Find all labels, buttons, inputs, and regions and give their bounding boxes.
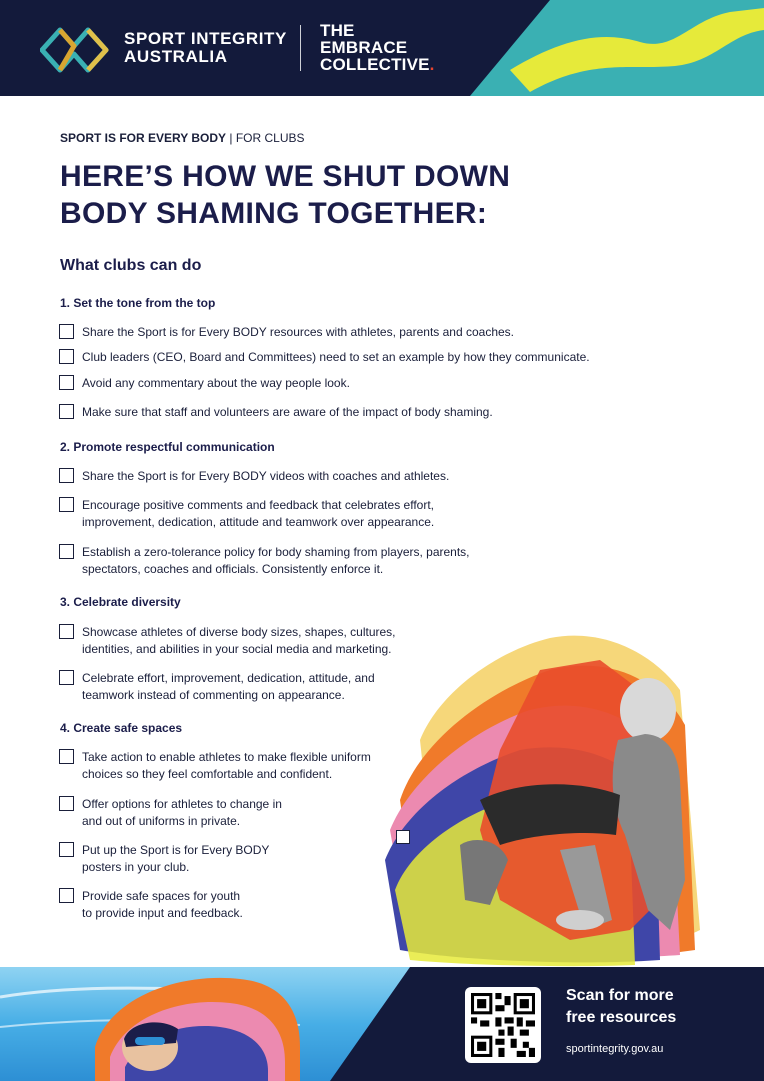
item-text: Avoid any commentary about the way people look.: [82, 376, 350, 390]
partner-name-line3: COLLECTIVE: [320, 55, 430, 74]
item-text: Provide safe spaces for youth: [82, 889, 241, 903]
checklist-item: [59, 544, 470, 577]
checkbox[interactable]: [59, 404, 74, 419]
title-line2: BODY SHAMING TOGETHER:: [60, 197, 488, 230]
item-text: Club leaders (CEO, Board and Committees) need to set an example by how they communicate.: [82, 350, 590, 364]
sport-integrity-logo-icon: [40, 22, 110, 78]
website-link[interactable]: sportintegrity.gov.au: [566, 1043, 664, 1055]
header-divider: [300, 25, 301, 71]
checkbox[interactable]: [59, 796, 74, 811]
item-text: Put up the Sport is for Every BODY: [82, 843, 270, 857]
checklist-item: [59, 404, 493, 421]
checkbox[interactable]: [59, 749, 74, 764]
item-text-line2: posters in your club.: [82, 859, 190, 874]
section-heading: 3. Celebrate diversity: [60, 595, 181, 609]
item-text: Share the Sport is for Every BODY resources with athletes, parents and coaches.: [82, 325, 514, 339]
item-text: Offer options for athletes to change in: [82, 797, 282, 811]
footer-banner: [0, 967, 764, 1081]
item-text-line2: spectators, coaches and officials. Consistently enforce it.: [82, 561, 384, 576]
checklist-item: [59, 670, 375, 703]
org-name-line2: AUSTRALIA: [124, 47, 228, 66]
item-text-line2: identities, and abilities in your social media and marketing.: [82, 641, 392, 656]
page-subtitle: What clubs can do: [60, 257, 202, 274]
item-text-line2: teamwork instead of commenting on appearance.: [82, 687, 345, 702]
checklist-item: [59, 624, 396, 657]
item-text: Celebrate effort, improvement, dedication, attitude, and: [82, 671, 375, 685]
athlete-artwork: [380, 630, 730, 970]
partner-red-dot: .: [429, 55, 435, 74]
item-text: Make sure that staff and volunteers are aware of the impact of body shaming.: [82, 405, 493, 419]
page-title: [60, 158, 510, 232]
item-text: Share the Sport is for Every BODY videos with coaches and athletes.: [82, 469, 450, 483]
eyebrow-bold: SPORT IS FOR EVERY BODY: [60, 131, 227, 145]
checklist-item: [59, 749, 371, 782]
checkbox[interactable]: [396, 830, 410, 844]
section-heading: 2. Promote respectful communication: [60, 440, 275, 454]
checklist-item: [59, 497, 434, 530]
qr-code[interactable]: [465, 987, 541, 1063]
checkbox[interactable]: [59, 888, 74, 903]
org-name-line1: SPORT INTEGRITY: [124, 29, 287, 48]
checkbox[interactable]: [59, 349, 74, 364]
checklist-item: [59, 842, 269, 875]
checkbox[interactable]: [59, 670, 74, 685]
section-heading: 1. Set the tone from the top: [60, 296, 216, 310]
checklist-item: [59, 796, 282, 829]
item-text: Showcase athletes of diverse body sizes, shapes, cultures,: [82, 625, 396, 639]
eyebrow-label: [60, 131, 305, 145]
checklist-item: [59, 888, 243, 921]
checkbox[interactable]: [59, 468, 74, 483]
partner-name-line2: EMBRACE: [320, 38, 408, 57]
scan-line1: Scan for more: [566, 987, 674, 1004]
qr-code-icon: [471, 993, 535, 1057]
checkbox[interactable]: [59, 375, 74, 390]
item-text-line2: to provide input and feedback.: [82, 905, 243, 920]
sport-integrity-wordmark: [124, 30, 287, 66]
item-text-line2: and out of uniforms in private.: [82, 813, 241, 828]
item-text-line2: choices so they feel comfortable and confident.: [82, 766, 333, 781]
yellow-swoosh-graphic: [470, 0, 764, 96]
checkbox[interactable]: [59, 497, 74, 512]
scan-line2: free resources: [566, 1009, 677, 1026]
checklist-item: [59, 349, 590, 366]
checklist-item: [59, 468, 449, 485]
item-text-line2: improvement, dedication, attitude and teamwork over appearance.: [82, 514, 435, 529]
checkbox[interactable]: [59, 624, 74, 639]
scan-callout: [566, 985, 676, 1029]
partner-name-line1: THE: [320, 21, 355, 40]
item-text: Establish a zero-tolerance policy for body shaming from players, parents,: [82, 545, 470, 559]
section-heading: 4. Create safe spaces: [60, 721, 183, 735]
item-text: Encourage positive comments and feedback that celebrates effort,: [82, 498, 434, 512]
checkbox[interactable]: [59, 544, 74, 559]
checkbox[interactable]: [59, 324, 74, 339]
embrace-collective-wordmark: [320, 22, 435, 73]
eyebrow-rest: | FOR CLUBS: [226, 131, 305, 145]
checkbox[interactable]: [59, 842, 74, 857]
checklist-item: [59, 324, 514, 341]
title-line1: HERE’S HOW WE SHUT DOWN: [60, 160, 511, 193]
header-banner: [0, 0, 764, 96]
checklist-item: [59, 375, 350, 392]
item-text: Take action to enable athletes to make flexible uniform: [82, 750, 371, 764]
